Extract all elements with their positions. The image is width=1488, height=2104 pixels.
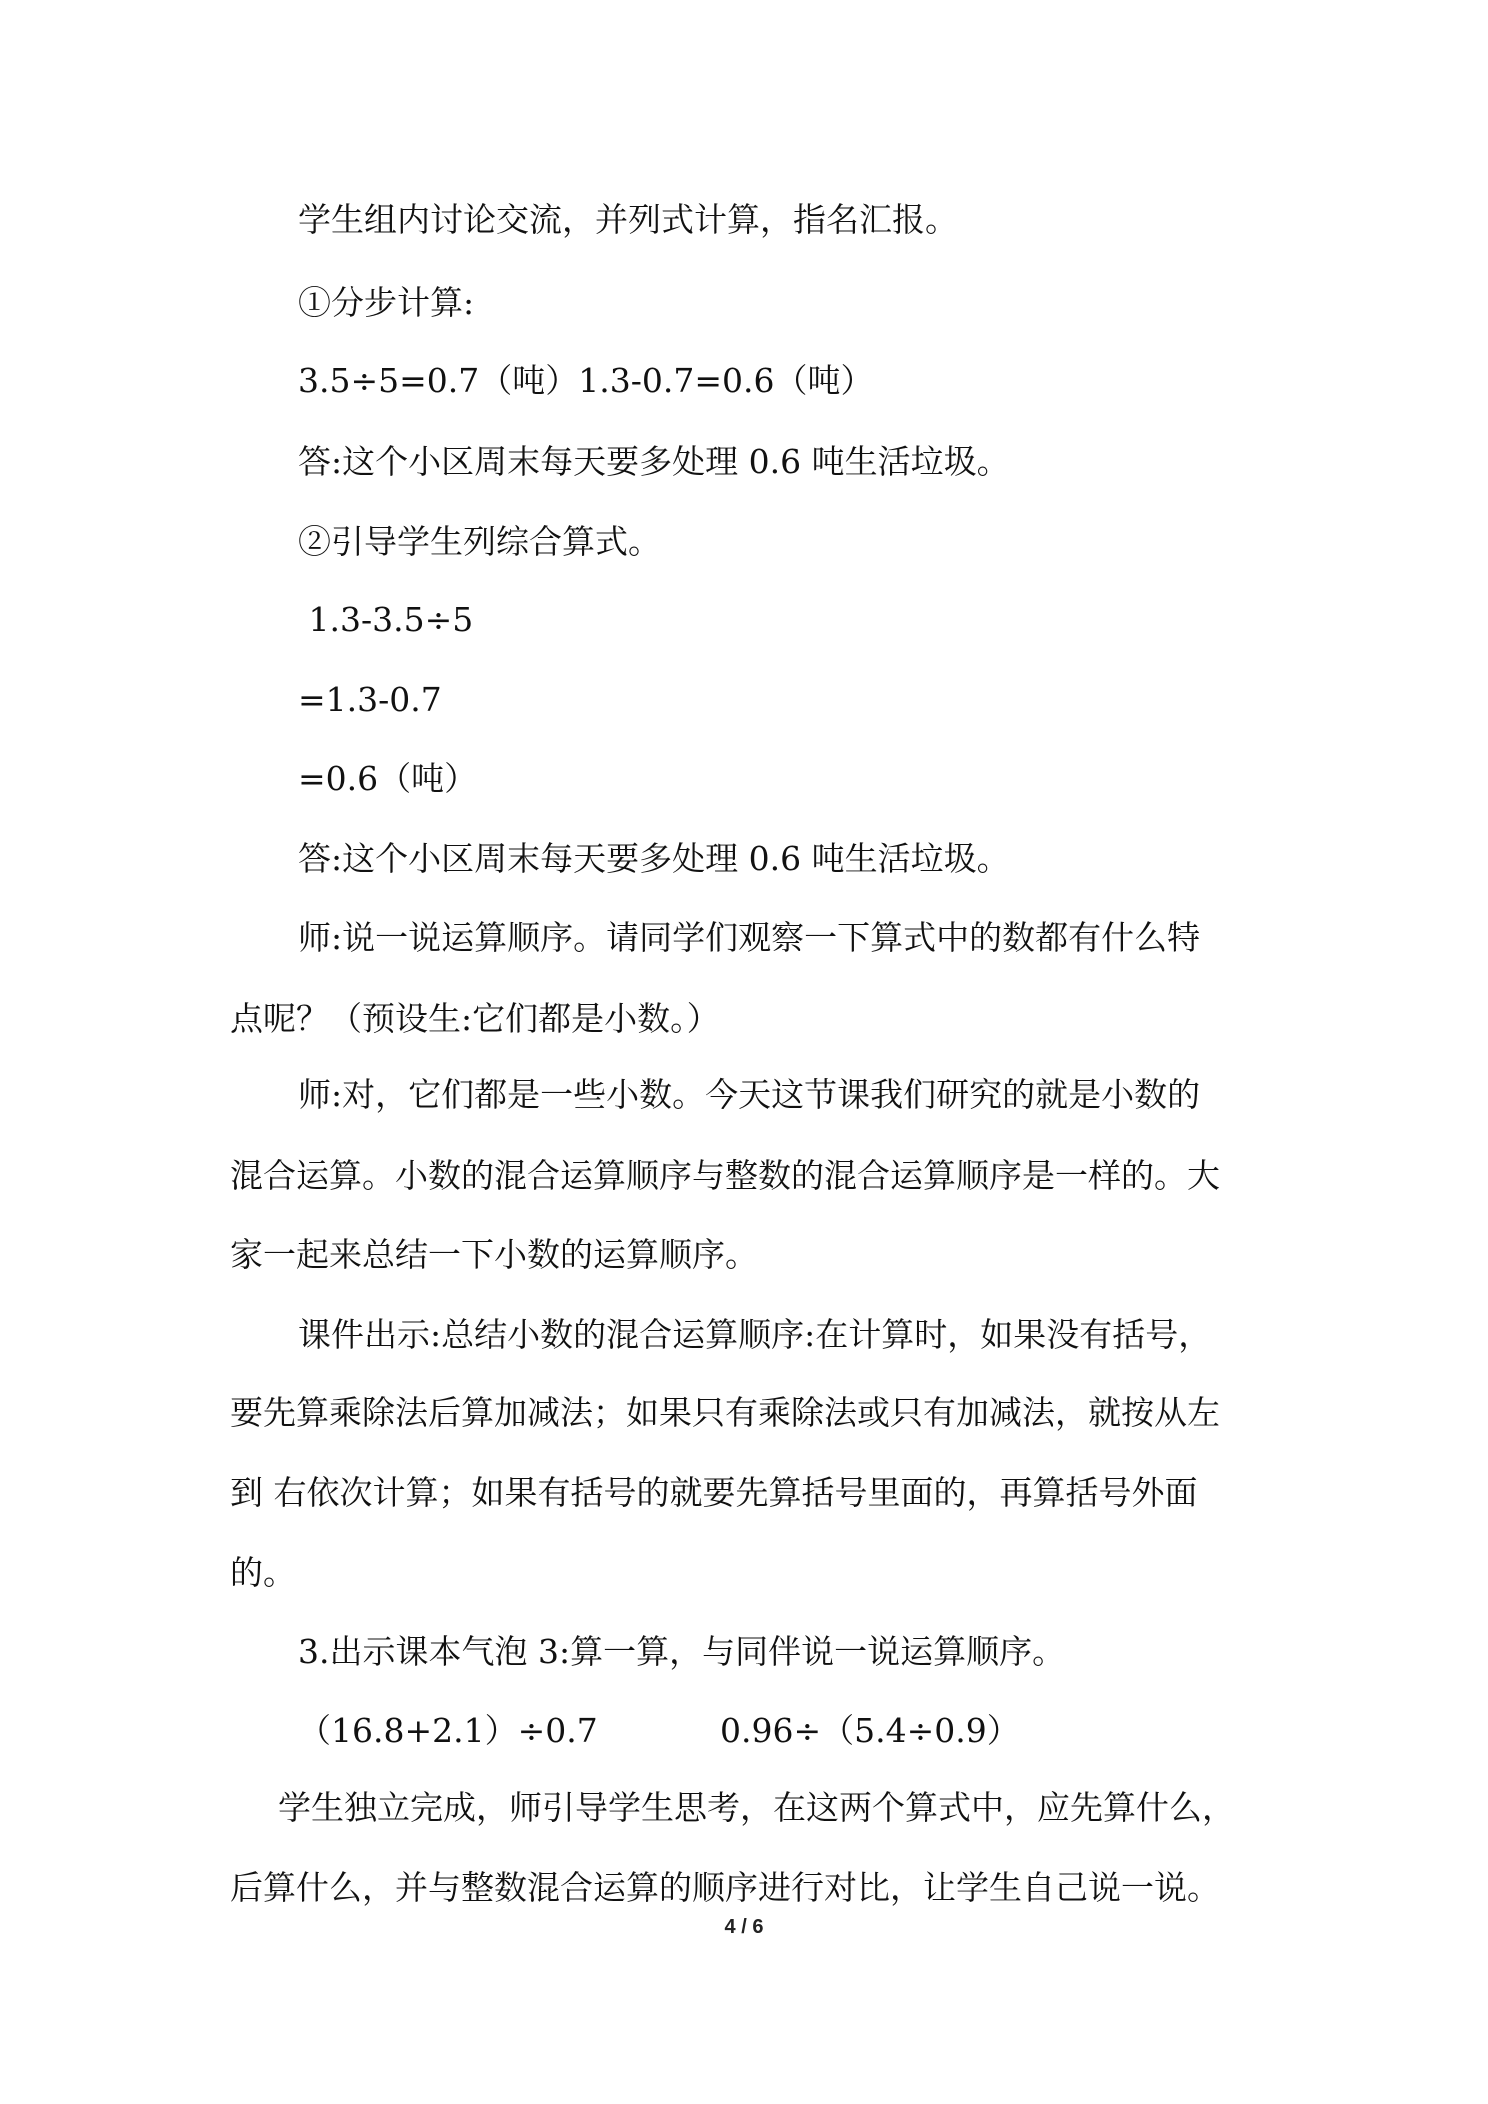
text-line: 学生组内讨论交流，并列式计算，指名汇报。 — [298, 200, 958, 239]
text-line: 家一起来总结一下小数的运算顺序。 — [230, 1235, 758, 1274]
text-line: 到 右依次计算；如果有括号的就要先算括号里面的，再算括号外面 — [230, 1473, 1198, 1512]
page-number: 4 / 6 — [724, 1916, 764, 1938]
equation-left: （16.8+2.1）÷0.7 — [298, 1711, 598, 1750]
text-line: 点呢？（预设生:它们都是小数。） — [230, 999, 720, 1038]
text-line: 要先算乘除法后算加减法；如果只有乘除法或只有加减法，就按从左 — [230, 1393, 1220, 1432]
text-line: 学生独立完成，师引导学生思考，在这两个算式中，应先算什么， — [278, 1788, 1235, 1827]
text-line: 师:说一说运算顺序。请同学们观察一下算式中的数都有什么特 — [298, 918, 1201, 957]
equation-right: 0.96÷（5.4÷0.9） — [720, 1711, 1020, 1750]
text-line: 答:这个小区周末每天要多处理 0.6 吨生活垃圾。 — [298, 442, 1010, 481]
text-line: ①分步计算: — [298, 283, 475, 322]
equation-line: =1.3-0.7 — [298, 680, 442, 719]
equation-line: =0.6（吨） — [298, 759, 478, 798]
equation-line: 1.3-3.5÷5 — [298, 600, 474, 639]
text-line: 后算什么，并与整数混合运算的顺序进行对比，让学生自己说一说。 — [230, 1868, 1220, 1907]
text-line: ②引导学生列综合算式。 — [298, 522, 661, 561]
text-line: 3.5÷5=0.7（吨）1.3-0.7=0.6（吨） — [298, 361, 874, 400]
text-line: 混合运算。小数的混合运算顺序与整数的混合运算顺序是一样的。大 — [230, 1156, 1220, 1195]
text-line: 3.出示课本气泡 3:算一算，与同伴说一说运算顺序。 — [298, 1632, 1066, 1671]
text-line: 课件出示:总结小数的混合运算顺序:在计算时，如果没有括号， — [298, 1315, 1212, 1354]
text-line: 答:这个小区周末每天要多处理 0.6 吨生活垃圾。 — [298, 839, 1010, 878]
text-line: 师:对，它们都是一些小数。今天这节课我们研究的就是小数的 — [298, 1075, 1201, 1114]
text-line: 的。 — [230, 1553, 296, 1592]
